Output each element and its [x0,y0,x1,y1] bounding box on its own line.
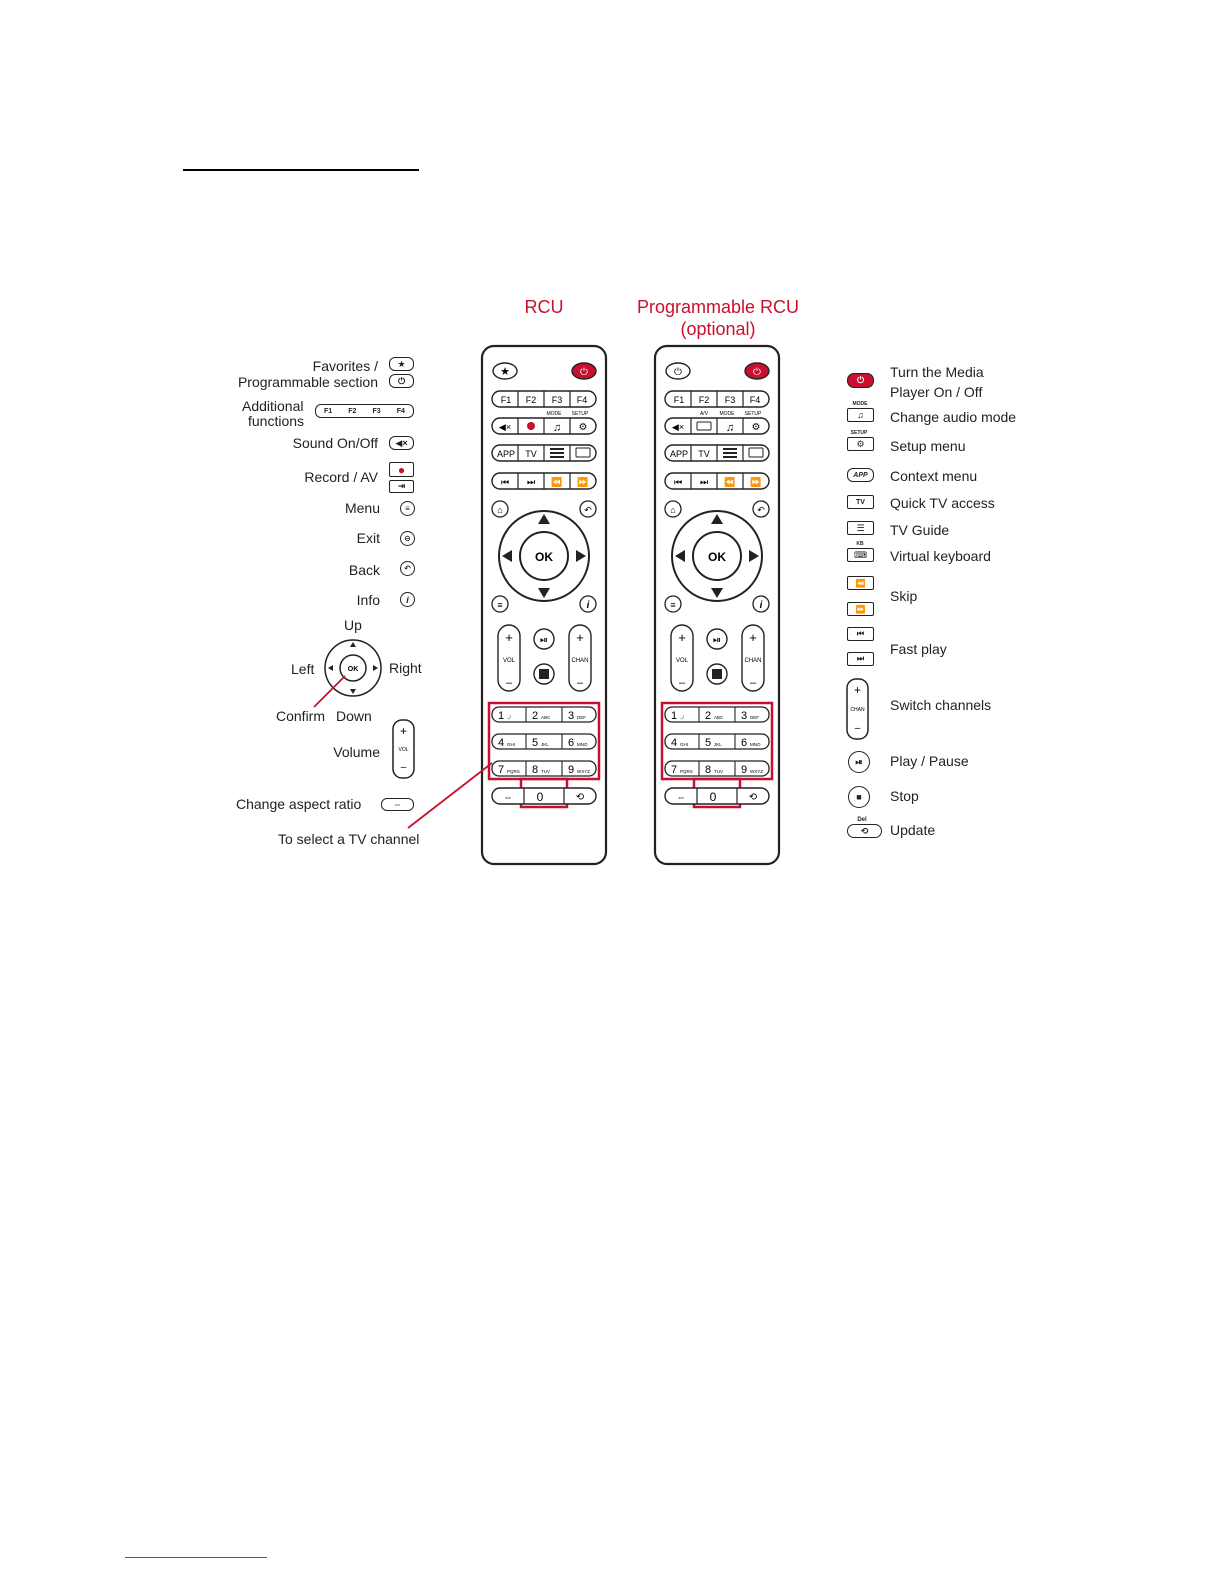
label-quicktv: Quick TV access [890,495,995,511]
app-icon: APP [847,468,874,482]
label-menu: Menu [344,500,380,516]
label-exit: Exit [356,530,380,546]
svg-text:+: + [749,630,757,645]
update-icon: ⟲ [748,792,758,803]
digit-key-5[interactable]: 5 [705,737,712,749]
label-aspect: Change aspect ratio [236,796,362,812]
mode-caption: MODE [719,411,735,417]
digit-letters-8: TUV [541,769,550,774]
heading-underline [183,169,419,171]
info-icon: i [400,592,415,607]
forward-icon: ⏩ [750,477,762,487]
music-note-icon: ♫ [552,422,562,434]
digit-key-9[interactable]: 9 [741,764,748,776]
mode-caption-mini: MODE [850,401,870,407]
label-down: Down [336,708,372,724]
digit-key-8[interactable]: 8 [532,764,539,776]
update-icon: ⟲ [847,824,882,838]
mode-caption: MODE [546,411,562,417]
f2-mini: F2 [348,407,357,415]
f2-key: F2 [698,395,710,405]
aspect-ratio-icon: ⇔ [676,792,686,802]
svg-text:–: – [400,762,407,773]
info-icon: i [759,600,763,611]
kb-caption-mini: KB [853,541,867,547]
power-icon: ⏻ [753,367,761,378]
guide-icon [723,448,737,458]
label-guide: TV Guide [890,522,950,538]
svg-text:+: + [399,724,408,738]
power-icon: ⏻ [847,373,874,388]
footnote-rule [125,1557,267,1558]
channel-rocker-icon [845,677,871,743]
label-volume: Volume [333,744,380,760]
programmable-rcu-title: Programmable RCU [636,297,800,317]
stop-icon: ■ [848,786,870,808]
label-skip: Skip [890,588,918,604]
digit-letters-3: DEF [750,715,759,720]
label-switch: Switch channels [890,697,992,713]
rewind-icon: ⏪ [847,576,874,590]
label-audio: Change audio mode [890,409,1017,425]
label-info: Info [356,592,380,608]
digit-key-1[interactable]: 1 [671,710,678,722]
stop-icon [712,669,722,679]
setup-caption: SETUP [571,411,589,417]
play-pause-icon: ⏯ [713,635,721,646]
home-icon: ⌂ [497,505,503,515]
label-left: Left [291,661,315,677]
label-power-2: Player On / Off [890,384,983,400]
del-caption-mini: Del [854,817,870,823]
digit-key-7[interactable]: 7 [671,764,678,776]
digit-letters-5: JKL [714,742,722,747]
svg-text:–: – [678,677,686,689]
digit-letters-2: ABC [714,715,724,720]
guide-icon [550,448,564,458]
svg-text:+: + [576,630,584,645]
digit-letters-1: .,/ [680,715,684,720]
forward-icon: ⏩ [577,477,589,487]
standby-power-icon: ⏻ [389,374,414,388]
forward-icon: ⏩ [847,602,874,616]
programmable-rcu-subtitle: (optional) [680,319,756,339]
rcu-title: RCU [524,297,564,317]
f4-mini: F4 [396,407,405,415]
back-icon: ↶ [584,505,592,515]
label-back: Back [348,562,380,578]
rewind-icon: ⏪ [724,477,736,487]
svg-text:+: + [505,630,513,645]
mute-icon: ◀× [498,422,512,432]
exit-icon: ⊖ [400,531,415,546]
menu-icon: ≡ [400,501,415,516]
home-icon: ⌂ [670,505,676,515]
mute-icon: ◀× [671,422,685,432]
digit-letters-4: GHI [507,742,516,747]
digit-letters-7: PQRS [507,769,520,774]
label-additional: Additional [242,398,304,414]
vol-label: VOL [502,658,516,664]
svg-text:+: + [853,683,862,697]
digit-key-5[interactable]: 5 [532,737,539,749]
f1-key: F1 [673,395,685,405]
programmable-rcu-remote [651,342,785,870]
svg-text:–: – [576,677,584,689]
ok-label: OK [708,550,726,564]
update-icon: ⟲ [575,792,585,803]
f4-key: F4 [749,395,761,405]
label-playpause: Play / Pause [890,753,969,769]
digit-letters-7: PQRS [680,769,693,774]
mini-vol-label: VOL [398,747,409,753]
digit-letters-8: TUV [714,769,723,774]
tv-icon: TV [847,495,874,509]
mini-dpad [322,636,384,700]
svg-text:+: + [678,630,686,645]
favorites-star-icon: ★ [389,357,414,371]
gear-icon: ⚙ [751,422,761,433]
digit-letters-9: WXYZ [750,769,763,774]
next-icon: ⏭ [699,477,709,487]
menu-icon: ≡ [670,600,676,610]
digit-key-9[interactable]: 9 [568,764,575,776]
menu-icon: ≡ [497,600,503,610]
rcu-remote [478,342,612,870]
info-icon: i [586,600,590,611]
label-record: Record / AV [304,469,378,485]
f3-key: F3 [551,395,563,405]
av-caption: A/V [699,411,709,417]
tv-key: TV [698,449,710,459]
svg-text:–: – [749,677,757,689]
numeric-keypad [492,707,596,776]
av-input-icon: ⇥ [389,480,414,493]
digit-key-1[interactable]: 1 [498,710,505,722]
digit-letters-1: .,/ [507,715,511,720]
setup-caption: SETUP [744,411,762,417]
f1-mini: F1 [324,407,333,415]
label-stop: Stop [890,788,919,804]
f1-key: F1 [500,395,512,405]
mini-volume-rocker [391,718,417,782]
record-icon [527,422,535,430]
zero-key: 0 [536,790,544,804]
tv-key: TV [525,449,537,459]
label-right: Right [389,660,422,676]
digit-letters-3: DEF [577,715,586,720]
next-icon: ⏭ [526,477,536,487]
prev-icon: ⏮ [673,477,683,487]
digit-key-4[interactable]: 4 [671,737,678,749]
play-pause-icon: ⏯ [848,751,870,773]
guide-icon: ☰ [847,521,874,535]
label-confirm: Confirm [276,708,326,724]
svg-text:–: – [505,677,513,689]
star-icon: ★ [500,366,510,378]
label-power-1: Turn the Media [890,364,984,380]
label-up: Up [344,617,362,633]
label-sound: Sound On/Off [292,435,378,451]
digit-letters-2: ABC [541,715,551,720]
digit-key-8[interactable]: 8 [705,764,712,776]
mute-icon: ◀× [389,436,414,450]
back-icon: ↶ [400,561,415,576]
label-select-channel: To select a TV channel [278,831,420,847]
aspect-ratio-icon: ⇔ [381,798,414,811]
app-key: APP [669,449,689,459]
f3-mini: F3 [372,407,381,415]
prev-icon: ⏮ [847,627,874,641]
label-keyboard: Virtual keyboard [890,548,991,564]
label-update: Update [890,822,936,838]
prev-icon: ⏮ [500,477,510,487]
digit-letters-4: GHI [680,742,689,747]
ok-label: OK [535,550,553,564]
f4-key: F4 [576,395,588,405]
digit-letters-6: MNO [750,742,761,747]
mini-ok-label: OK [347,666,359,673]
setup-caption-mini: SETUP [848,430,870,436]
digit-key-2[interactable]: 2 [532,710,539,722]
f2-key: F2 [525,395,537,405]
label-fastplay: Fast play [890,641,947,657]
digit-letters-6: MNO [577,742,588,747]
digit-letters-9: WXYZ [577,769,590,774]
digit-key-4[interactable]: 4 [498,737,505,749]
digit-key-3[interactable]: 3 [741,710,748,722]
music-note-icon: ♫ [847,408,874,422]
keyboard-icon: ⌨ [847,548,874,562]
music-note-icon: ♫ [725,422,735,434]
chan-label: CHAN [571,658,589,664]
play-pause-icon: ⏯ [540,635,548,646]
stop-icon [539,669,549,679]
label-functions: functions [248,413,305,429]
power-icon: ⏻ [674,367,682,378]
digit-key-2[interactable]: 2 [705,710,712,722]
gear-icon: ⚙ [578,422,588,433]
digit-key-3[interactable]: 3 [568,710,575,722]
power-icon: ⏻ [580,367,588,378]
digit-key-6[interactable]: 6 [568,737,575,749]
digit-key-7[interactable]: 7 [498,764,505,776]
zero-key: 0 [709,790,717,804]
label-setup: Setup menu [890,438,966,454]
label-programmable: Programmable section [237,374,378,390]
next-icon: ⏭ [847,652,874,666]
record-icon: ● [389,462,414,477]
function-keys-icon [315,404,414,418]
gear-icon: ⚙ [847,437,874,451]
digit-key-6[interactable]: 6 [741,737,748,749]
numeric-keypad [665,707,769,776]
vol-label: VOL [675,658,689,664]
svg-text:–: – [854,723,861,734]
app-key: APP [496,449,516,459]
chan-label: CHAN [744,658,762,664]
digit-letters-5: JKL [541,742,549,747]
label-favorites: Favorites / [312,358,378,374]
f3-key: F3 [724,395,736,405]
rewind-icon: ⏪ [551,477,563,487]
back-icon: ↶ [757,505,765,515]
aspect-ratio-icon: ⇔ [503,792,513,802]
chan-mini-label: CHAN [850,707,865,713]
label-context: Context menu [890,468,978,484]
